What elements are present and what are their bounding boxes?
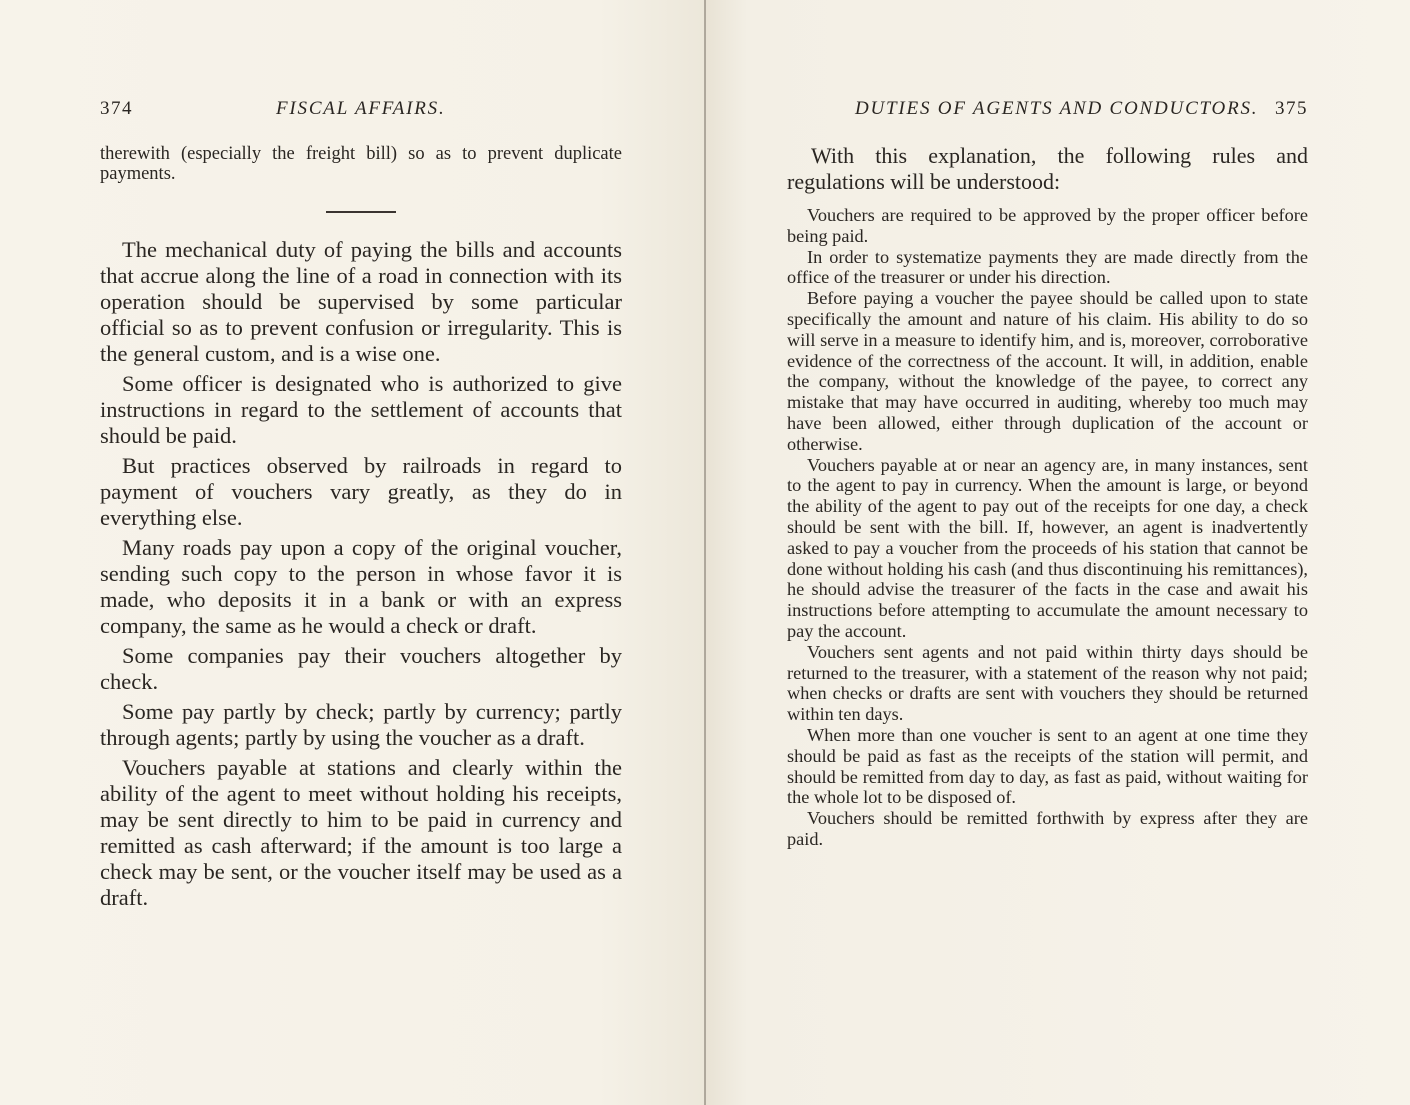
left-paragraph: Some companies pay their vouchers altogether by check. — [100, 643, 622, 694]
left-paragraph: Many roads pay upon a copy of the original voucher, sending such copy to the person in whose favor it is made, who deposits it in a bank or with an express company, the same as he would a check or draft. — [100, 535, 622, 638]
left-paragraph: The mechanical duty of paying the bills and accounts that accrue along the line of a road in connection with its operation should be supervised by some particular official so as to prevent confusion or irregularity. This is the general custom, and is a wise one. — [100, 237, 622, 366]
left-paragraph: Vouchers payable at stations and clearly within the ability of the agent to meet without holding his receipts, may be sent directly to him to be paid in currency and remitted as cash afterward; if the amount is too large a check may be sent, or the voucher itself may be used as a draft. — [100, 755, 622, 910]
left-running-head-title: FISCAL AFFAIRS. — [276, 98, 446, 119]
right-page-number: 375 — [1275, 98, 1308, 119]
book-gutter — [704, 0, 706, 1105]
section-divider — [326, 211, 396, 213]
right-intro-text: With this explanation, the following rules and regulations will be understood: — [787, 143, 1308, 194]
left-paragraph: Some officer is designated who is authorized to give instructions in regard to the settlement of accounts that should be paid. — [100, 371, 622, 448]
left-continued-text: therewith (especially the freight bill) so as to prevent duplicate payments. — [100, 144, 622, 184]
right-paragraph: Vouchers should be remitted forthwith by express after they are paid. — [787, 808, 1308, 849]
right-running-header — [855, 98, 1310, 124]
right-paragraph: In order to systematize payments they are made directly from the office of the treasurer or under his direction. — [787, 246, 1308, 288]
right-paragraph: Vouchers sent agents and not paid within thirty days should be returned to the treasurer, with a statement of the reason why not paid; when checks or drafts are sent with vouchers they should be returned within ten days. — [787, 641, 1308, 725]
left-paragraph: Some pay partly by check; partly by currency; partly through agents; partly by using the voucher as a draft. — [100, 699, 622, 750]
right-body-text — [787, 205, 1308, 850]
right-running-head-title: DUTIES OF AGENTS AND CONDUCTORS. — [855, 98, 1259, 119]
left-body-text — [100, 237, 622, 915]
left-running-header — [100, 98, 622, 124]
left-page-number: 374 — [100, 98, 133, 119]
right-paragraph: Vouchers payable at or near an agency are, in many instances, sent to the agent to pay in currency. When the amount is large, or beyond the ability of the agent to pay out of the receipts for one day, a check should be sent with the bill. If, however, an agent is inadvertently asked to pay a voucher from the proceeds of his station that cannot be done without holding his cash (and thus discontinuing his remittances), he should advise the treasurer of the facts in the case and await his instructions before attempting to accumulate the amount necessary to pay the account. — [787, 454, 1308, 641]
right-paragraph: Vouchers are required to be approved by the proper officer before being paid. — [787, 205, 1308, 246]
right-paragraph: When more than one voucher is sent to an agent at one time they should be paid as fast as the receipts of the station will permit, and should be remitted from day to day, as fast as paid, without waiting for the whole lot to be disposed of. — [787, 724, 1308, 808]
right-paragraph: Before paying a voucher the payee should be called upon to state specifically the amount and nature of his claim. His ability to do so will serve in a measure to identify him, and is, moreover, corroborative evidence of the correctness of the account. It will, in addition, enable the company, without the knowledge of the payee, to correct any mistake that may have occurred in auditing, whereby too much may have been allowed, either through duplication of the account or otherwise. — [787, 288, 1308, 454]
left-paragraph: But practices observed by railroads in regard to payment of vouchers vary greatly, as they do in everything else. — [100, 453, 622, 530]
